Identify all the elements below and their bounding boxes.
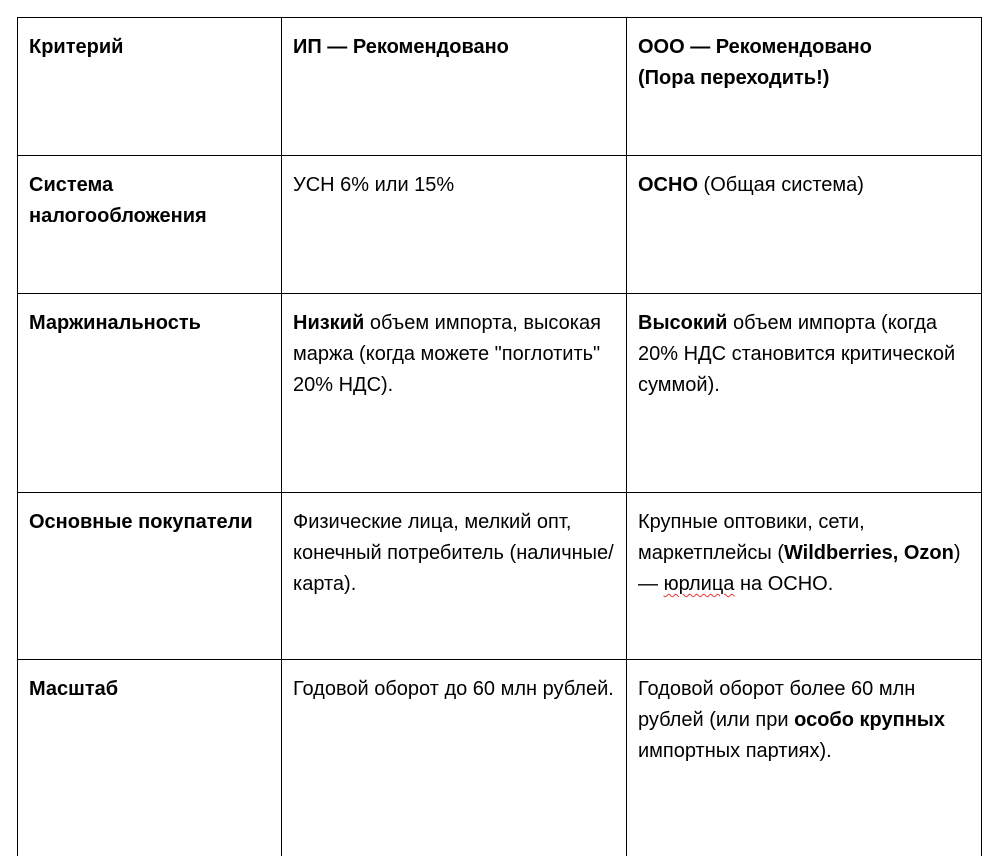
ip-bold: Низкий <box>293 312 365 334</box>
table-row <box>18 294 982 493</box>
ip-text: Годовой оборот до 60 млн рублей. <box>293 678 614 700</box>
ooo-text <box>638 507 970 600</box>
criterion-cell <box>18 493 282 660</box>
spellcheck-flagged-word[interactable]: юрлица <box>663 573 735 595</box>
header-criterion-label: Критерий <box>29 36 124 58</box>
header-criterion-cell <box>18 18 282 156</box>
criterion-label: Масштаб <box>29 678 119 700</box>
criterion-cell <box>18 660 282 856</box>
ip-cell <box>282 294 627 493</box>
table-row <box>18 493 982 660</box>
table-header-row <box>18 18 982 156</box>
header-ip-cell <box>282 18 627 156</box>
ip-cell <box>282 156 627 294</box>
header-ooo-label: ООО — Рекомендовано <box>638 36 872 58</box>
ooo-bold: особо крупных <box>794 709 945 731</box>
comparison-table <box>17 17 982 856</box>
table-row <box>18 660 982 856</box>
ooo-rest: объем импорта (когда 20% НДС становится критической суммой). <box>638 312 956 396</box>
ooo-text <box>638 170 970 201</box>
header-ooo-sublabel: (Пора переходить!) <box>638 67 830 89</box>
ip-cell <box>282 660 627 856</box>
ooo-pre: Крупные оптовики, сети, маркетплейсы ( <box>638 511 865 564</box>
ooo-bold: ОСНО <box>638 174 698 196</box>
ooo-rest: (Общая система) <box>698 174 864 196</box>
ooo-cell <box>627 294 982 493</box>
ip-cell <box>282 493 627 660</box>
criterion-cell <box>18 294 282 493</box>
criterion-label: Система налогообложения <box>29 174 207 227</box>
ip-text: Физические лица, мелкий опт, конечный потребитель (наличные/карта). <box>293 511 614 595</box>
ooo-bold: Высокий <box>638 312 728 334</box>
ooo-cell <box>627 493 982 660</box>
criterion-label: Маржинальность <box>29 312 201 334</box>
criterion-label: Основные покупатели <box>29 511 253 533</box>
ooo-post: на ОСНО. <box>734 573 834 595</box>
table-row <box>18 156 982 294</box>
ooo-text <box>638 674 970 767</box>
ooo-text <box>638 308 970 401</box>
ip-text: УСН 6% или 15% <box>293 174 455 196</box>
ip-text <box>293 308 615 401</box>
header-ooo-cell <box>627 18 982 156</box>
ooo-cell <box>627 660 982 856</box>
ooo-bold: Wildberries, Ozon <box>783 542 954 564</box>
ooo-mid: ) — <box>638 542 961 595</box>
ip-rest: объем импорта, высокая маржа (когда можете "поглотить" 20% НДС). <box>293 312 601 396</box>
header-ip-label: ИП — Рекомендовано <box>293 36 509 58</box>
criterion-cell <box>18 156 282 294</box>
ooo-pre: Годовой оборот более 60 млн рублей (или при <box>638 678 916 731</box>
ooo-cell <box>627 156 982 294</box>
ooo-post: импортных партиях). <box>638 740 832 762</box>
